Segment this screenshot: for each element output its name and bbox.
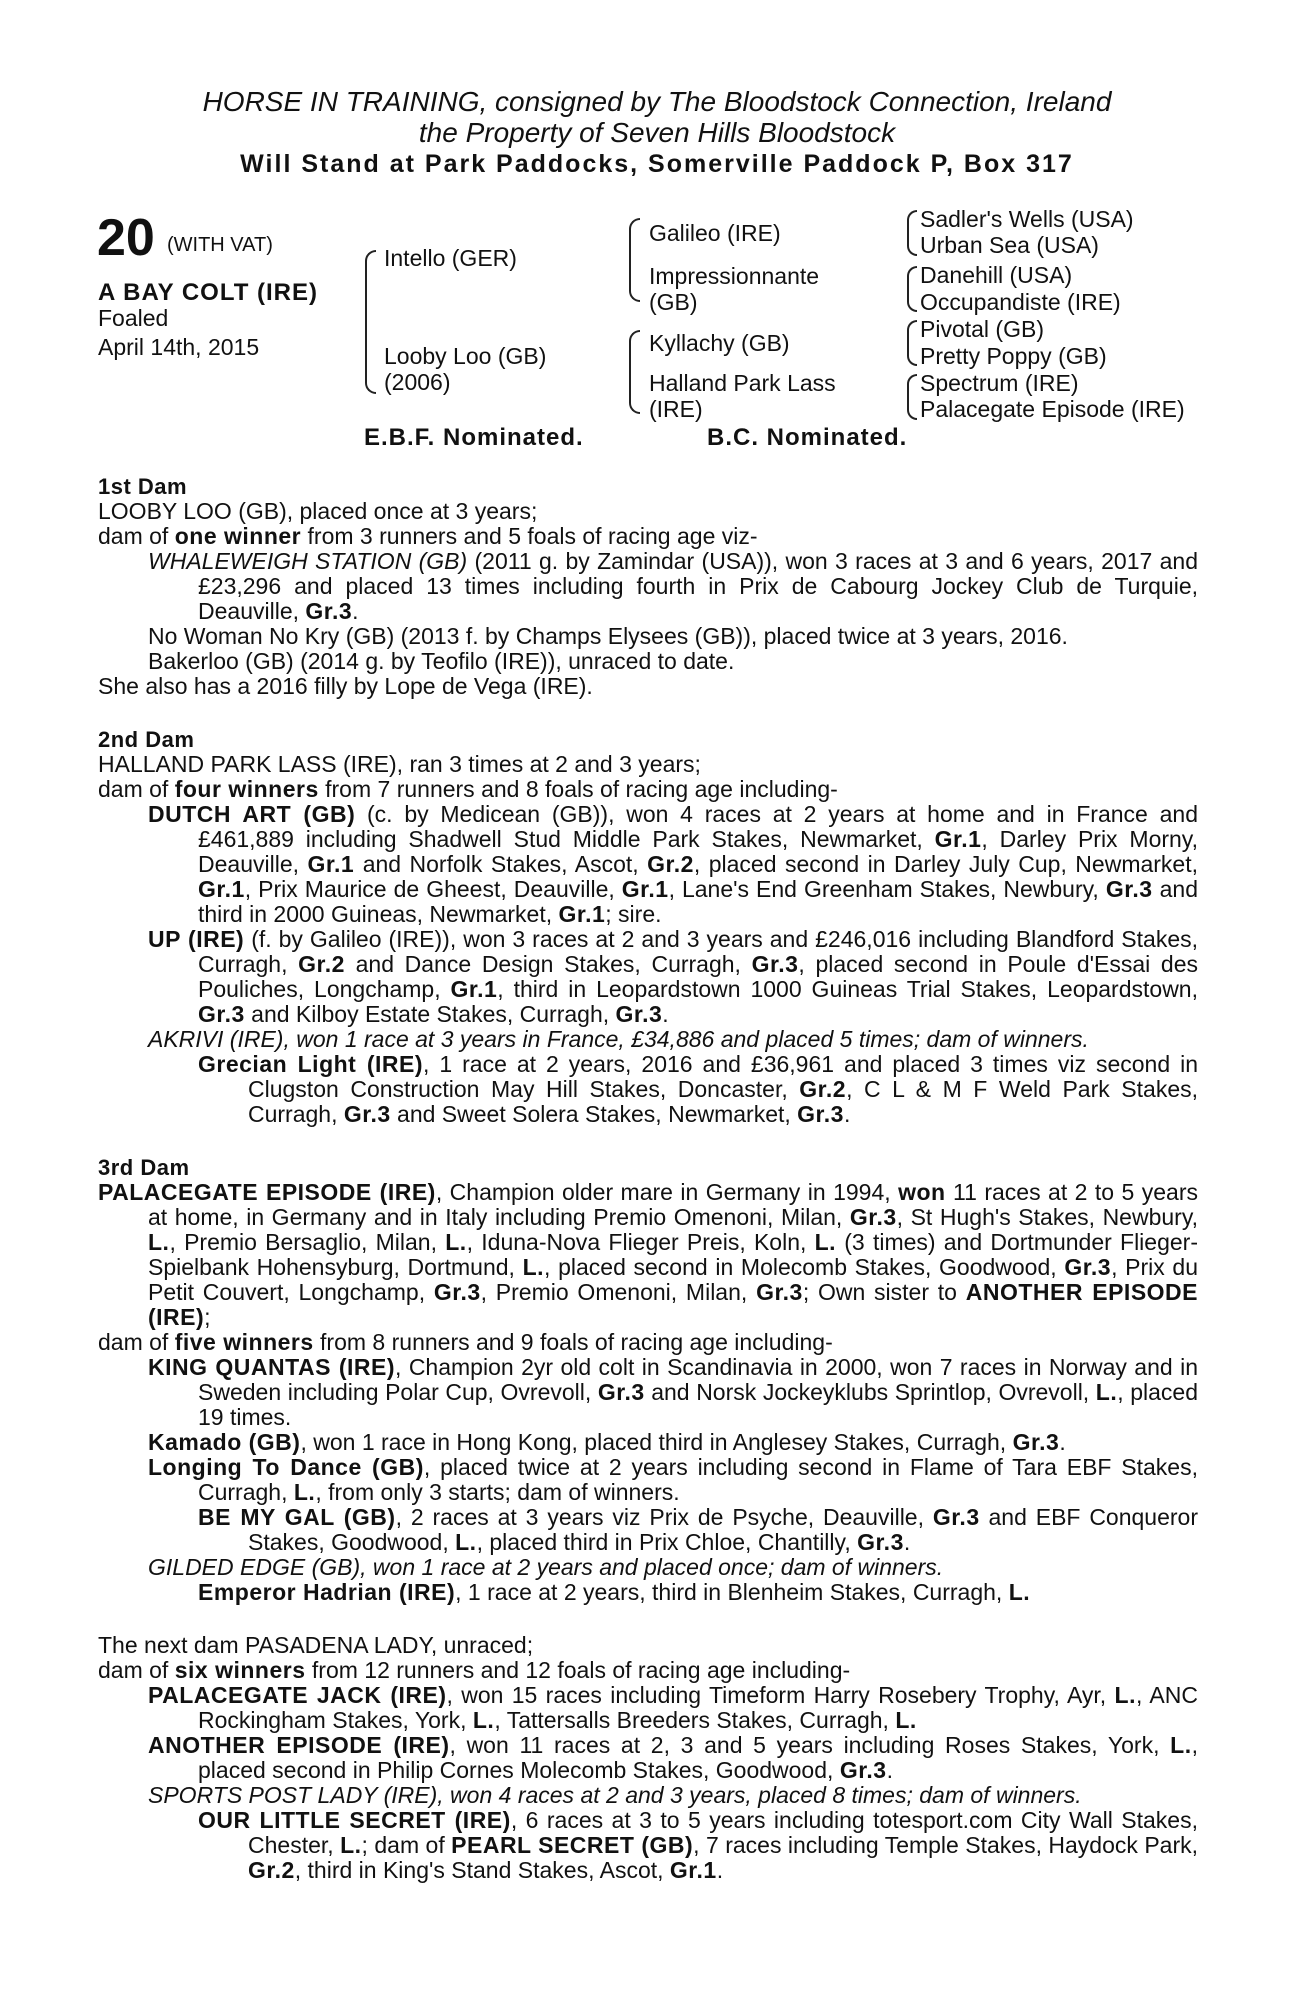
produce-be-my-gal: BE MY GAL (GB), 2 races at 3 years viz Prix de Psyche, Deauville, Gr.3 and EBF Conqueror Stakes, Goodwood, L., placed third in Prix Chloe, Chantilly, Gr.3. [198, 1504, 1199, 1555]
produce-grecian-light: Grecian Light (IRE), 1 race at 2 years, 2016 and £36,961 and placed 3 times viz second in Clugston Construction May Hill Stakes, Doncaster, Gr.2, C L & M F Weld Park Stakes, Curragh, Gr.3 and Sweet Solera Stakes, Newmarket, Gr.3. [198, 1051, 1199, 1127]
vat-label: (WITH VAT) [167, 234, 273, 256]
produce-kamado: Kamado (GB), won 1 race in Hong Kong, placed third in Anglesey Stakes, Curragh, Gr.3. [148, 1429, 1066, 1455]
gen3-dds: Spectrum (IRE) [920, 370, 1079, 396]
first-dam-produce-line: dam of one winner from 3 runners and 5 foals of racing age viz- [98, 523, 758, 549]
bc-nomination: B.C. Nominated. [707, 424, 908, 451]
produce-our-little-secret: OUR LITTLE SECRET (IRE), 6 races at 3 to 5 years including totesport.com City Wall Stakes, Chester, L.; dam of PEARL SECRET (GB), 7 races including Temple Stakes, Haydock Park, Gr.2, third in King's Stand Stakes, Ascot, Gr.1. [198, 1807, 1198, 1883]
gen3-ddd: Palacegate Episode (IRE) [920, 396, 1185, 422]
produce-dutch-art: DUTCH ART (GB) (c. by Medicean (GB)), won 4 races at 2 years at home and in France and £461,889 including Shadwell Stud Middle Park Stakes, Newmarket, Gr.1, Darley Prix Morny, Deauville, Gr.1 and Norfolk Stakes, Ascot, Gr.2, placed second in Darley July Cup, Newmarket, Gr.1, Prix Maurice de Gheest, Deauville, Gr.1, Lane's End Greenham Stakes, Newbury, Gr.3 and third in 2000 Guineas, Newmarket, Gr.1; sire. [148, 801, 1198, 927]
next-dam-produce-line: dam of six winners from 12 runners and 12 foals of racing age including- [98, 1657, 851, 1683]
gen3-sdd: Occupandiste (IRE) [920, 289, 1121, 315]
brace-gen2-dam [629, 330, 640, 414]
lot-description: A BAY COLT (IRE) [98, 279, 319, 306]
dams-dam-country: (IRE) [649, 396, 703, 422]
sire-name: Intello (GER) [384, 245, 517, 271]
gen3-dss: Pivotal (GB) [920, 316, 1044, 342]
ebf-nomination: E.B.F. Nominated. [364, 424, 584, 451]
first-dam-line: LOOBY LOO (GB), placed once at 3 years; [98, 498, 538, 524]
second-dam-line: HALLAND PARK LASS (IRE), ran 3 times at 2 and 3 years; [98, 751, 701, 777]
header-location: Will Stand at Park Paddocks, Somerville Paddock P, Box 317 [240, 150, 1074, 178]
brace-gen3-2 [907, 266, 917, 312]
dams-dam: Halland Park Lass [649, 370, 836, 396]
catalogue-body [98, 474, 1198, 1883]
foaled-date: April 14th, 2015 [98, 334, 260, 360]
dam-name: Looby Loo (GB) [384, 343, 547, 369]
produce-2016-filly: She also has a 2016 filly by Lope de Vega (IRE). [98, 673, 593, 699]
second-dam-heading: 2nd Dam [98, 727, 195, 752]
lot-number: 20 [97, 209, 155, 267]
sires-sire: Galileo (IRE) [649, 220, 781, 246]
header-consignor: HORSE IN TRAINING, consigned by The Bloodstock Connection, Ireland [202, 86, 1112, 117]
produce-gilded-edge: GILDED EDGE (GB), won 1 race at 2 years and placed once; dam of winners. [148, 1554, 944, 1580]
next-dam-section [98, 1633, 1198, 1883]
produce-palacegate-jack: PALACEGATE JACK (IRE), won 15 races including Timeform Harry Rosebery Trophy, Ayr, L., ANC Rockingham Stakes, York, L., Tattersalls Breeders Stakes, Curragh, L. [148, 1682, 1198, 1733]
third-dam-palacegate-episode: PALACEGATE EPISODE (IRE), Champion older mare in Germany in 1994, won 11 races at 2 to 5 years at home, in Germany and in Italy including Premio Omenoni, Milan, Gr.3, St Hugh's Stakes, Newbury, L., Premio Bersaglio, Milan, L., Iduna-Nova Flieger Preis, Koln, L. (3 times) and Dortmunder Flieger-Spielbank Hohensyburg, Dortmund, L., placed second in Molecomb Stakes, Goodwood, Gr.3, Prix du Petit Couvert, Longchamp, Gr.3, Premio Omenoni, Milan, Gr.3; Own sister to ANOTHER EPISODE (IRE); [98, 1179, 1199, 1330]
produce-emperor-hadrian: Emperor Hadrian (IRE), 1 race at 2 years, third in Blenheim Stakes, Curragh, L. [198, 1579, 1031, 1605]
third-dam-heading: 3rd Dam [98, 1155, 190, 1180]
next-dam-line: The next dam PASADENA LADY, unraced; [98, 1632, 534, 1658]
produce-bakerloo: Bakerloo (GB) (2014 g. by Teofilo (IRE)), unraced to date. [148, 648, 735, 674]
pedigree-block [0, 0, 1314, 460]
first-dam-heading: 1st Dam [98, 474, 188, 499]
second-dam-produce-line: dam of four winners from 7 runners and 8 foals of racing age including- [98, 776, 838, 802]
first-dam-section [98, 474, 1198, 699]
second-dam-section [98, 727, 1198, 1127]
brace-gen3-1 [907, 210, 917, 256]
brace-gen3-3 [907, 320, 917, 366]
header-property: the Property of Seven Hills Bloodstock [418, 117, 896, 148]
gen3-sss: Sadler's Wells (USA) [920, 206, 1134, 232]
gen3-sds: Danehill (USA) [920, 262, 1073, 288]
third-dam-section [98, 1155, 1198, 1605]
dams-sire: Kyllachy (GB) [649, 330, 790, 356]
produce-up: UP (IRE) (f. by Galileo (IRE)), won 3 races at 2 and 3 years and £246,016 including Blandford Stakes, Curragh, Gr.2 and Dance Design Stakes, Curragh, Gr.3, placed second in Poule d'Essai des Pouliches, Longchamp, Gr.1, third in Leopardstown 1000 Guineas Trial Stakes, Leopardstown, Gr.3 and Kilboy Estate Stakes, Curragh, Gr.3. [148, 926, 1199, 1027]
foaled-label: Foaled [98, 305, 169, 331]
dam-year: (2006) [384, 369, 451, 395]
produce-akrivi: AKRIVI (IRE), won 1 race at 3 years in France, £34,886 and placed 5 times; dam of winners. [148, 1026, 1089, 1052]
gen3-dsd: Pretty Poppy (GB) [920, 343, 1107, 369]
brace-gen1 [365, 250, 376, 394]
produce-another-episode: ANOTHER EPISODE (IRE), won 11 races at 2, 3 and 5 years including Roses Stakes, York, L., placed second in Philip Cornes Molecomb Stakes, Goodwood, Gr.3. [148, 1732, 1198, 1783]
produce-whaleweigh-station: WHALEWEIGH STATION (GB) (2011 g. by Zamindar (USA)), won 3 races at 3 and 6 years, 2017 and £23,296 and placed 13 times including fourth in Prix de Cabourg Jockey Club de Turquie, Deauville, Gr.3. [148, 548, 1198, 624]
produce-no-woman-no-kry: No Woman No Kry (GB) (2013 f. by Champs Elysees (GB)), placed twice at 3 years, 2016. [148, 623, 1068, 649]
brace-gen2-sire [629, 218, 640, 302]
brace-gen3-4 [907, 374, 917, 420]
produce-king-quantas: KING QUANTAS (IRE), Champion 2yr old colt in Scandinavia in 2000, won 7 races in Norway and in Sweden including Polar Cup, Ovrevoll, Gr.3 and Norsk Jockeyklubs Sprintlop, Ovrevoll, L., placed 19 times. [148, 1354, 1199, 1430]
sires-dam-country: (GB) [649, 289, 698, 315]
third-dam-produce-line: dam of five winners from 8 runners and 9 foals of racing age including- [98, 1329, 833, 1355]
sires-dam: Impressionnante [649, 263, 820, 289]
produce-longing-to-dance: Longing To Dance (GB), placed twice at 2 years including second in Flame of Tara EBF Stakes, Curragh, L., from only 3 starts; dam of winners. [148, 1454, 1198, 1505]
produce-sports-post-lady: SPORTS POST LADY (IRE), won 4 races at 2 and 3 years, placed 8 times; dam of winners. [148, 1782, 1082, 1808]
gen3-ssd: Urban Sea (USA) [920, 232, 1099, 258]
